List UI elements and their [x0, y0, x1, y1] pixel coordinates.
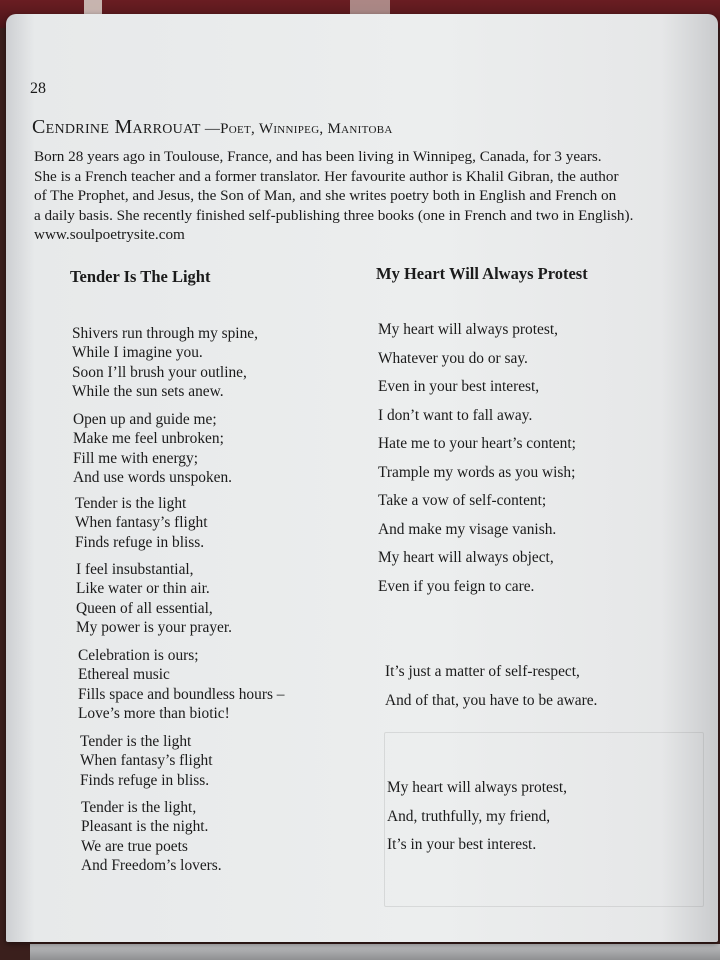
- author-name: Cendrine Marrouat: [32, 116, 201, 138]
- poem-line: Ethereal music: [78, 666, 170, 684]
- poem-line: Take a vow of self-content;: [378, 492, 547, 509]
- poem-line: Pleasant is the night.: [81, 818, 209, 836]
- author-subtitle: —Poet, Winnipeg, Manitoba: [200, 121, 393, 137]
- poem-line: Even if you feign to care.: [378, 577, 535, 595]
- cover-print-fleck: [84, 0, 102, 14]
- poem-line: We are true poets: [81, 837, 188, 855]
- next-page-edge: [30, 944, 720, 960]
- poem-line: Fill me with energy;: [73, 449, 198, 467]
- poem1-stanza: [72, 324, 258, 402]
- bio-line: She is a French teacher and a former translator. Her favourite author is Khalil Gibran, the author: [34, 167, 619, 185]
- poem-line: Celebration is ours;: [78, 647, 199, 664]
- poem-line: When fantasy’s flight: [75, 514, 208, 532]
- poem1-stanza: [80, 732, 213, 790]
- poem1-stanza: [76, 560, 232, 638]
- poem-line: Shivers run through my spine,: [72, 325, 258, 342]
- poem-line: I feel insubstantial,: [76, 561, 194, 578]
- author-header: [32, 116, 393, 139]
- poem-title-tender: Tender Is The Light: [70, 267, 211, 286]
- poem-line: Fills space and boundless hours –: [78, 685, 285, 703]
- poem-line: My power is your prayer.: [76, 619, 233, 637]
- poem-line: It’s in your best interest.: [387, 836, 537, 853]
- poem-line: And use words unspoken.: [73, 469, 233, 487]
- poem-line: Finds refuge in bliss.: [80, 771, 210, 789]
- poem-line: Tender is the light: [75, 495, 187, 512]
- poem-line: While the sun sets anew.: [72, 383, 224, 401]
- poem-line: And Freedom’s lovers.: [81, 857, 222, 875]
- poem1-stanza: [81, 798, 222, 876]
- poem1-stanza: [78, 646, 284, 724]
- poem-line: And of that, you have to be aware.: [385, 691, 598, 709]
- poem-line: Tender is the light: [80, 733, 192, 750]
- poem-line: Even in your best interest,: [378, 378, 540, 395]
- poem-line: Make me feel unbroken;: [73, 430, 224, 448]
- bio-website: www.soulpoetrysite.com: [34, 226, 185, 243]
- poem-title-heart: My Heart Will Always Protest: [376, 264, 588, 283]
- poem2-stanza: [385, 662, 597, 719]
- poem-line: Finds refuge in bliss.: [75, 533, 205, 551]
- book-page: [6, 14, 718, 942]
- poem-line: Soon I’ll brush your outline,: [72, 363, 247, 381]
- poem1-stanza: [75, 494, 208, 552]
- poem-line: It’s just a matter of self-respect,: [385, 663, 580, 680]
- page-number: 28: [30, 80, 46, 97]
- poem-line: Love’s more than biotic!: [78, 705, 230, 723]
- poem2-stanza: [378, 320, 576, 605]
- poem-line: Whatever you do or say.: [378, 349, 528, 367]
- poem-line: Like water or thin air.: [76, 580, 210, 598]
- poem-line: Queen of all essential,: [76, 599, 213, 617]
- poem-line: While I imagine you.: [72, 344, 203, 362]
- poem-line: Open up and guide me;: [73, 411, 217, 428]
- poem-line: Tender is the light,: [81, 799, 197, 816]
- poem-line: Trample my words as you wish;: [378, 463, 576, 481]
- poem-line: I don’t want to fall away.: [378, 406, 533, 424]
- poem2-stanza: [387, 778, 567, 864]
- bio-line: a daily basis. She recently finished self-publishing three books (one in French and two in English).: [34, 206, 634, 224]
- author-bio: [34, 147, 694, 245]
- bio-line: Born 28 years ago in Toulouse, France, and has been living in Winnipeg, Canada, for 3 years.: [34, 148, 602, 165]
- poem-line: And, truthfully, my friend,: [387, 807, 551, 825]
- poem-line: And make my visage vanish.: [378, 520, 557, 538]
- poem-line: My heart will always protest,: [378, 321, 558, 338]
- poem-line: My heart will always object,: [378, 549, 554, 566]
- poem-line: My heart will always protest,: [387, 779, 567, 796]
- bio-line: of The Prophet, and Jesus, the Son of Man, and she writes poetry both in English and French on: [34, 187, 617, 204]
- poem-line: When fantasy’s flight: [80, 752, 213, 770]
- poem-line: Hate me to your heart’s content;: [378, 435, 576, 452]
- cover-print-fleck: [350, 0, 390, 14]
- poem1-stanza: [73, 410, 232, 488]
